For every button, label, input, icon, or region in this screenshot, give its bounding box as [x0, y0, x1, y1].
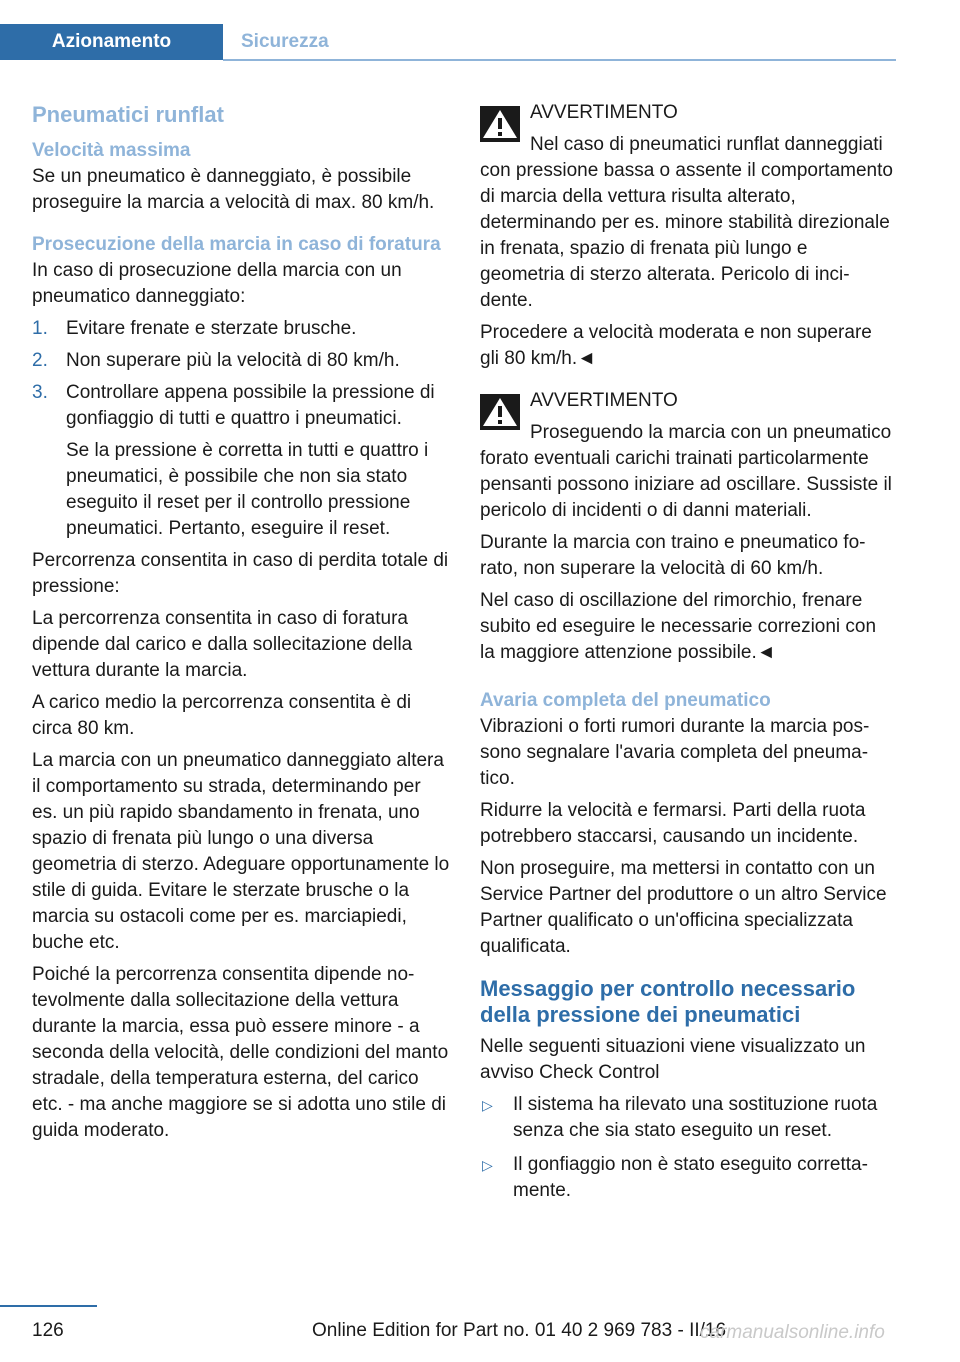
right-column: [480, 100, 896, 1212]
max-speed-text: Se un pneumatico è danneggiato, è possibile proseguire la marcia a velocità di max. 80 km/h.: [32, 166, 435, 213]
list-item: [480, 1152, 896, 1204]
section-heading-pressure-message: Messaggio per controllo necessario della pressione dei pneumatici: [480, 976, 856, 1027]
footer-rule: [0, 1305, 97, 1307]
warning-action: Procedere a velocità moderata e non superare gli 80 km/h.◄: [480, 322, 872, 369]
warning-text-content: Nel caso di pneumatici runflat danneggiati con pressione bassa o assente il comportamento di marcia della vettura risulta alterato, determinando per es. minore stabilità direzionale in frenata, spazio di frenata più lungo e geometria di sterzo alterata. Pericolo di incidente.: [480, 134, 893, 311]
tab-sicurezza-label: Sicurezza: [241, 31, 329, 52]
chapter-tabs: [0, 24, 896, 62]
section-title: Pneumatici runflat: [32, 102, 224, 127]
subheading-continue-driving: Prosecuzione della marcia in caso di foratura: [32, 234, 441, 255]
page-number: 126: [32, 1320, 64, 1341]
step-number: 3.: [32, 382, 48, 403]
warning-text: [480, 420, 896, 524]
tab-sicurezza[interactable]: [223, 24, 896, 60]
range-label: Percorrenza consentita in caso di perdita totale di pressione:: [32, 550, 449, 597]
tire-failure-text: Ridurre la velocità e fermarsi. Parti della ruota potrebbero staccarsi, causando un incidente.: [480, 800, 866, 847]
bullet-triangle-icon: ▷: [482, 1097, 493, 1113]
list-item: [32, 348, 450, 374]
warning-triangle-icon: [480, 394, 520, 430]
step-number: 2.: [32, 350, 48, 371]
warning-action: Durante la marcia con traino e pneumatico forato, non superare la velocità di 60 km/h.: [480, 532, 866, 579]
pressure-message-intro: Nelle seguenti situazioni viene visualizzato un avviso Check Control: [480, 1036, 866, 1083]
warning-title: AVVERTIMENTO: [530, 102, 678, 123]
bullet-text: Il gonfiaggio non è stato eseguito correttamente.: [513, 1154, 868, 1201]
step-text: Non superare più la velocità di 80 km/h.: [66, 350, 400, 371]
edition-note: Online Edition for Part no. 01 40 2 969 783 - II/16: [312, 1320, 727, 1341]
range-paragraph: Poiché la percorrenza consentita dipende notevolmente dalla sollecitazione della vettura durante la marcia, essa può essere minore - a seconda della velocità, delle condizioni del manto stradale, della temperatura esterna, del carico etc. - ma anche maggiore se si adotta uno stile di guida moderato.: [32, 964, 449, 1141]
warning-block: [480, 100, 896, 314]
step-subtext: Se la pressione è corretta in tutti e quattro i pneumatici, è possibile che non sia stato eseguito il reset per il controllo pressione pneumatici. Pertanto, eseguire il reset.: [66, 440, 429, 539]
warning-text-content: Proseguendo la marcia con un pneumatico forato eventuali carichi trainati particolarmente pensanti possono iniziare ad oscillare. Sussiste il pericolo di incidenti o di danni materiali.: [480, 422, 892, 521]
bullet-triangle-icon: ▷: [482, 1157, 493, 1173]
list-item: [480, 1092, 896, 1144]
list-item: [32, 380, 450, 542]
range-paragraph: La marcia con un pneumatico danneggiato altera il comportamento su strada, determinando per es. un più rapido sbandamento in frenata, uno spazio di frenata più lungo o una diversa geometria di sterzo. Adeguare opportunamente lo stile di guida. Evitare le sterzate brusche o la marcia su ostacoli come per es. marciapiedi, buche etc.: [32, 750, 450, 953]
tab-azionamento-label: Azionamento: [51, 31, 172, 52]
warning-text: [480, 132, 896, 314]
step-number: 1.: [32, 318, 48, 339]
bullet-list: [480, 1092, 896, 1204]
warning-title: AVVERTIMENTO: [530, 390, 678, 411]
bullet-text: Il sistema ha rilevato una sostituzione ruota senza che sia stato eseguito un reset.: [513, 1094, 878, 1141]
watermark-text: carmanualsonline.info: [700, 1322, 885, 1343]
warning-triangle-icon: [480, 106, 520, 142]
steps-list: [32, 316, 450, 542]
step-text: Controllare appena possibile la pressione di gonfiaggio di tutti e quattro i pneumatici.: [66, 382, 435, 429]
warning-block: [480, 388, 896, 524]
step-text: Evitare frenate e sterzate brusche.: [66, 318, 357, 339]
warning-action: Nel caso di oscillazione del rimorchio, frenare subito ed eseguire le necessarie correzioni con la maggiore attenzione possibile.◄: [480, 590, 877, 663]
subheading-max-speed: Velocità massima: [32, 140, 191, 161]
list-item: [32, 316, 450, 342]
tab-azionamento[interactable]: [0, 24, 223, 60]
range-paragraph: La percorrenza consentita in caso di foratura dipende dal carico e dalla sollecitazione della vettura durante la marcia.: [32, 608, 413, 681]
tire-failure-text: Non proseguire, ma mettersi in contatto con un Service Partner del produttore o un altro Service Partner qualificato o un'officina specializzata qualificata.: [480, 858, 887, 957]
header-rule: [223, 59, 896, 61]
subheading-tire-failure: Avaria completa del pneumatico: [480, 690, 771, 711]
continue-driving-intro: In caso di prosecuzione della marcia con un pneumatico danneggiato:: [32, 260, 402, 307]
range-paragraph: A carico medio la percorrenza consentita è di circa 80 km.: [32, 692, 412, 739]
left-column: [32, 100, 450, 1150]
tire-failure-text: Vibrazioni o forti rumori durante la marcia possono segnalare l'avaria completa del pneumatico.: [480, 716, 870, 789]
